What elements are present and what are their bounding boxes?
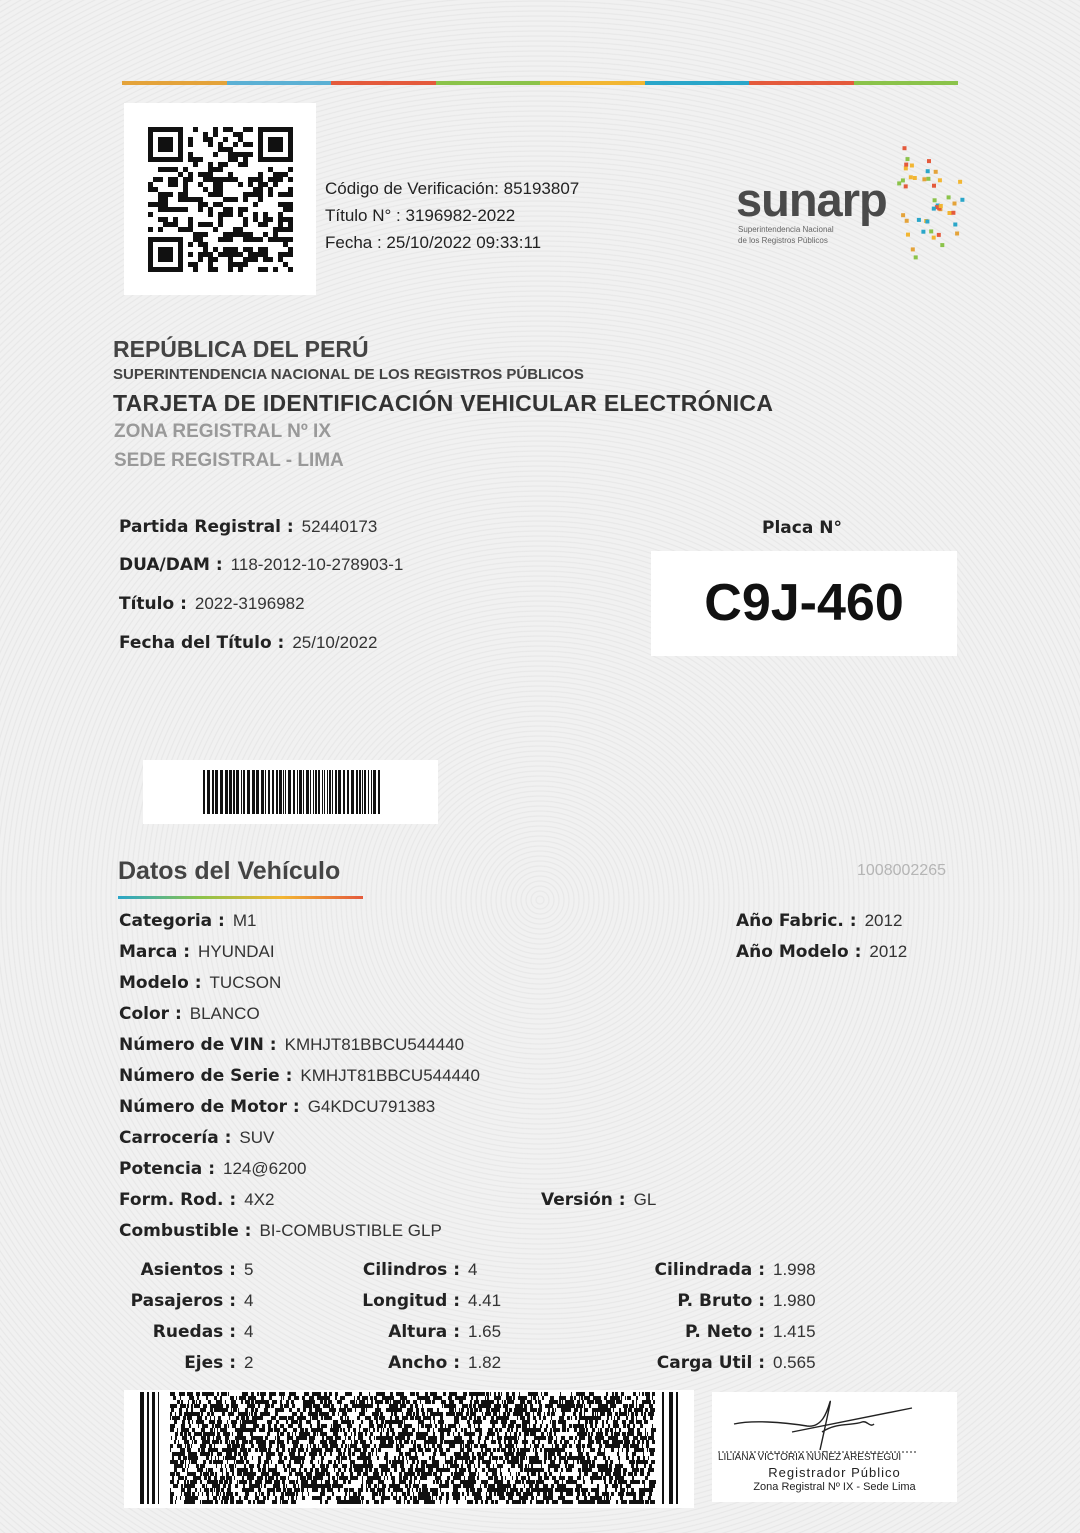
verification-date: Fecha : 25/10/2022 09:33:11 [325,233,542,252]
potencia-row: Potencia : 124@6200 [119,1159,307,1179]
ancho-row: Ancho : 1.82 [388,1353,502,1373]
carroceria-row: Carrocería : SUV [119,1128,275,1148]
altura-row: Altura : 1.65 [388,1322,502,1342]
cilindros-row: Cilindros : 4 [362,1260,478,1280]
version-row: Versión : GL [541,1190,657,1210]
motor-row: Número de Motor : G4KDCU791383 [119,1097,436,1117]
longitud-row: Longitud : 4.41 [362,1291,502,1311]
vehicle-section-title: Datos del Vehículo [118,857,341,885]
verification-block [325,175,579,256]
logo-word: sunarp [736,173,887,226]
sunarp-logo [736,120,976,260]
combustible-row: Combustible : BI-COMBUSTIBLE GLP [119,1221,442,1241]
header-zona: ZONA REGISTRAL Nº IX [114,421,332,442]
pasajeros-row: Pasajeros : 4 [130,1291,254,1311]
categoria-row: Categoria : M1 [119,911,257,931]
logo-subtitle: Superintendencia Nacional de los Registros Públicos [738,225,834,245]
anio-modelo-row: Año Modelo : 2012 [736,942,908,962]
serial-number: 1008002265 [857,862,946,879]
verification-code: Código de Verificación: 85193807 [325,179,580,198]
header-sede: SEDE REGISTRAL - LIMA [114,450,344,471]
registrar-role: Registrador Público [768,1465,901,1480]
registrar-name: LILIANA VICTORIA NUÑEZ ARESTEGUI [718,1452,902,1463]
ejes-row: Ejes : 2 [184,1353,254,1373]
vin-row: Número de VIN : KMHJT81BBCU544440 [119,1035,465,1055]
formrod-row: Form. Rod. : 4X2 [119,1190,275,1210]
verification-title: Título N° : 3196982-2022 [325,206,516,225]
barcode-small [143,760,438,824]
marca-row: Marca : HYUNDAI [119,942,275,962]
ruedas-row: Ruedas : 4 [152,1322,254,1342]
pbruto-row: P. Bruto : 1.980 [677,1291,816,1311]
modelo-row: Modelo : TUCSON [119,973,282,993]
carga-util-row: Carga Util : 0.565 [656,1353,816,1373]
header-republica: REPÚBLICA DEL PERÚ [113,336,369,362]
color-row: Color : BLANCO [119,1004,260,1024]
section-underline [118,896,363,899]
header-superintendencia: SUPERINTENDENCIA NACIONAL DE LOS REGISTROS PÚBLICOS [113,366,584,383]
registrar-zone: Zona Registral Nº IX - Sede Lima [753,1481,916,1493]
cilindrada-row: Cilindrada : 1.998 [654,1260,816,1280]
pdf417-barcode [124,1390,694,1508]
placa-label: Placa N° [762,518,842,538]
signature-block [712,1392,957,1502]
pneto-row: P. Neto : 1.415 [685,1322,816,1342]
fecha-titulo-row: Fecha del Título : 25/10/2022 [119,633,378,653]
top-color-bar [122,81,958,85]
asientos-row: Asientos : 5 [140,1260,254,1280]
dua-row: DUA/DAM : 118-2012-10-278903-1 [119,555,404,575]
document-title: TARJETA DE IDENTIFICACIÓN VEHICULAR ELECTRÓNICA [113,390,774,416]
serie-row: Número de Serie : KMHJT81BBCU544440 [119,1066,480,1086]
titulo-row: Título : 2022-3196982 [119,594,305,614]
partida-row: Partida Registral : 52440173 [119,517,378,537]
placa-number: C9J-460 [704,574,904,632]
anio-fabric-row: Año Fabric. : 2012 [736,911,903,931]
qr-code [124,103,316,295]
placa-box [651,551,957,656]
